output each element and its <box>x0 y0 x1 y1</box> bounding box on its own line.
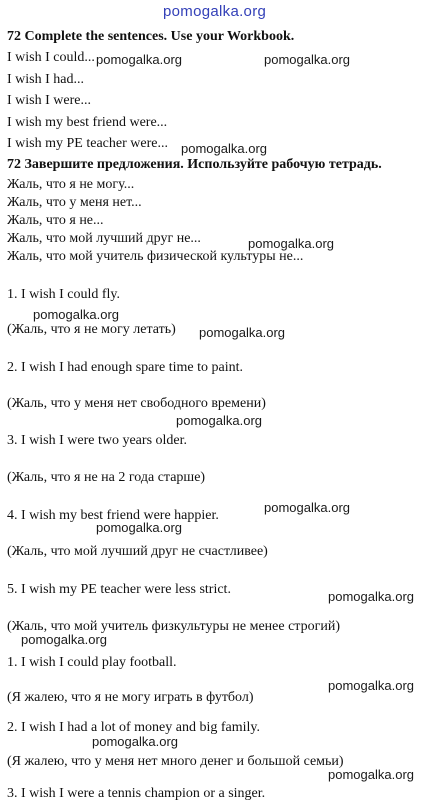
watermark: pomogalka.org <box>181 141 267 156</box>
answer-b1-ru: (Я жалею, что я не могу играть в футбол) <box>7 690 254 705</box>
prompt-ru-3: Жаль, что я не... <box>7 213 104 228</box>
watermark: pomogalka.org <box>176 413 262 428</box>
answer-b3-en: 3. I wish I were a tennis champion or a singer. <box>7 786 266 801</box>
watermark: pomogalka.org <box>96 520 182 535</box>
answer-a4-ru: (Жаль, что мой лучший друг не счастливее) <box>7 544 268 559</box>
watermark: pomogalka.org <box>33 307 119 322</box>
header-watermark: pomogalka.org <box>163 3 267 20</box>
prompt-ru-5: Жаль, что мой учитель физической культуры не... <box>7 249 304 264</box>
prompt-ru-2: Жаль, что у меня нет... <box>7 195 142 210</box>
prompt-en-4: I wish my best friend were... <box>7 115 168 130</box>
answer-b1-en: 1. I wish I could play football. <box>7 655 177 670</box>
watermark: pomogalka.org <box>199 325 285 340</box>
watermark: pomogalka.org <box>328 767 414 782</box>
watermark: pomogalka.org <box>21 632 107 647</box>
watermark: pomogalka.org <box>264 52 350 67</box>
answer-a3-ru: (Жаль, что я не на 2 года старше) <box>7 470 206 485</box>
task-en-title: 72 Complete the sentences. Use your Workbook. <box>7 29 295 44</box>
prompt-en-5: I wish my PE teacher were... <box>7 136 168 151</box>
watermark: pomogalka.org <box>96 52 182 67</box>
answer-b2-en: 2. I wish I had a lot of money and big family. <box>7 720 260 735</box>
prompt-en-1: I wish I could... <box>7 50 95 65</box>
answer-b2-ru: (Я жалею, что у меня нет много денег и большой семьи) <box>7 754 344 769</box>
answer-a5-ru: (Жаль, что мой учитель физкультуры не менее строгий) <box>7 619 340 634</box>
prompt-en-3: I wish I were... <box>7 93 91 108</box>
task-ru-title: 72 Завершите предложения. Используйте рабочую тетрадь. <box>7 157 382 172</box>
watermark: pomogalka.org <box>264 500 350 515</box>
answer-a2-en: 2. I wish I had enough spare time to paint. <box>7 360 244 375</box>
watermark: pomogalka.org <box>248 236 334 251</box>
answer-a1-en: 1. I wish I could fly. <box>7 287 121 302</box>
watermark: pomogalka.org <box>328 589 414 604</box>
watermark: pomogalka.org <box>92 734 178 749</box>
prompt-en-2: I wish I had... <box>7 72 84 87</box>
prompt-ru-1: Жаль, что я не могу... <box>7 177 135 192</box>
answer-a1-ru: (Жаль, что я не могу летать) <box>7 322 176 337</box>
answer-a2-ru: (Жаль, что у меня нет свободного времени) <box>7 396 266 411</box>
watermark: pomogalka.org <box>328 678 414 693</box>
prompt-ru-4: Жаль, что мой лучший друг не... <box>7 231 201 246</box>
answer-a4-en: 4. I wish my best friend were happier. <box>7 508 219 523</box>
answer-a5-en: 5. I wish my PE teacher were less strict. <box>7 582 231 597</box>
answer-a3-en: 3. I wish I were two years older. <box>7 433 188 448</box>
